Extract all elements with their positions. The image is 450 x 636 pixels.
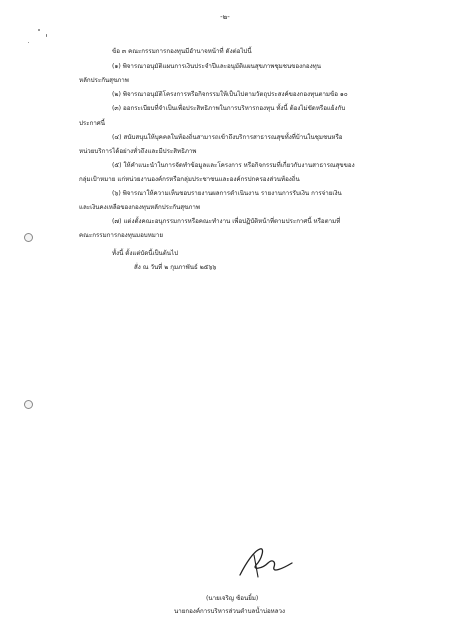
duty-3-line2: ประกาศนี้ — [79, 120, 105, 127]
signer-name: (นายเจริญ ซ้อนยิ้ม) — [206, 595, 259, 602]
signature — [232, 545, 302, 581]
signed-date: สั่ง ณ วันที่ ๒ กุมภาพันธ์ ๒๕๖๖ — [134, 264, 217, 271]
duty-5-line1: (๕) ให้คำแนะนำในการจัดทำข้อมูลและโครงการ หรือกิจกรรมที่เกี่ยวกับงานสาธารณสุขของ — [112, 162, 355, 169]
punch-hole — [24, 233, 33, 242]
duty-2-line1: (๒) พิจารณาอนุมัติโครงการหรือกิจกรรมให้เป็นไปตามวัตถุประสงค์ของกองทุนตามข้อ ๑๐ — [112, 91, 348, 98]
duty-4-line1: (๔) สนับสนุนให้บุคคลในท้องถิ่นสามารถเข้าถึงบริการสาธารณสุขทั้งที่บ้านในชุมชนหรือ — [112, 134, 343, 141]
duty-3-line1: (๓) ออกระเบียบที่จำเป็นเพื่อประสิทธิภาพในการบริหารกองทุน ทั้งนี้ ต้องไม่ขัดหรือแย้งกับ — [112, 105, 346, 112]
scan-speck — [38, 29, 40, 31]
page-number: -๒- — [220, 13, 230, 21]
punch-hole — [24, 400, 33, 409]
duty-6-line1: (๖) พิจารณาให้ความเห็นชอบรายงานผลการดำเนินงาน รายงานการรับเงิน การจ่ายเงิน — [112, 190, 342, 197]
duty-6-line2: และเงินคงเหลือของกองทุนหลักประกันสุขภาพ — [79, 204, 200, 211]
effective-statement: ทั้งนี้ ตั้งแต่บัดนี้เป็นต้นไป — [112, 250, 179, 257]
duty-7-line2: คณะกรรมการกองทุนมอบหมาย — [79, 232, 163, 239]
duty-5-line2: กลุ่มเป้าหมาย แก่หน่วยงานองค์กรหรือกลุ่มประชาชนและองค์กรปกครองส่วนท้องถิ่น — [79, 176, 300, 183]
signer-title: นายกองค์การบริหารส่วนตำบลน้ำบ่อหลวง — [174, 608, 286, 615]
handwritten-signature-icon — [232, 545, 302, 581]
duty-1-line2: หลักประกันสุขภาพ — [79, 77, 129, 84]
intro-clause: ข้อ ๓ คณะกรรมการกองทุนมีอำนาจหน้าที่ ดังต่อไปนี้ — [112, 48, 252, 55]
duty-1-line1: (๑) พิจารณาอนุมัติแผนการเงินประจำปีและอนุมัติแผนสุขภาพชุมชนของกองทุน — [112, 63, 321, 70]
duty-7-line1: (๗) แต่งตั้งคณะอนุกรรมการหรือคณะทำงาน เพื่อปฏิบัติหน้าที่ตามประกาศนี้ หรือตามที่ — [112, 218, 341, 225]
duty-4-line2: หน่วยบริการได้อย่างทั่วถึงและมีประสิทธิภาพ — [79, 148, 197, 155]
scan-speck — [28, 42, 29, 43]
scan-speck — [46, 34, 47, 37]
